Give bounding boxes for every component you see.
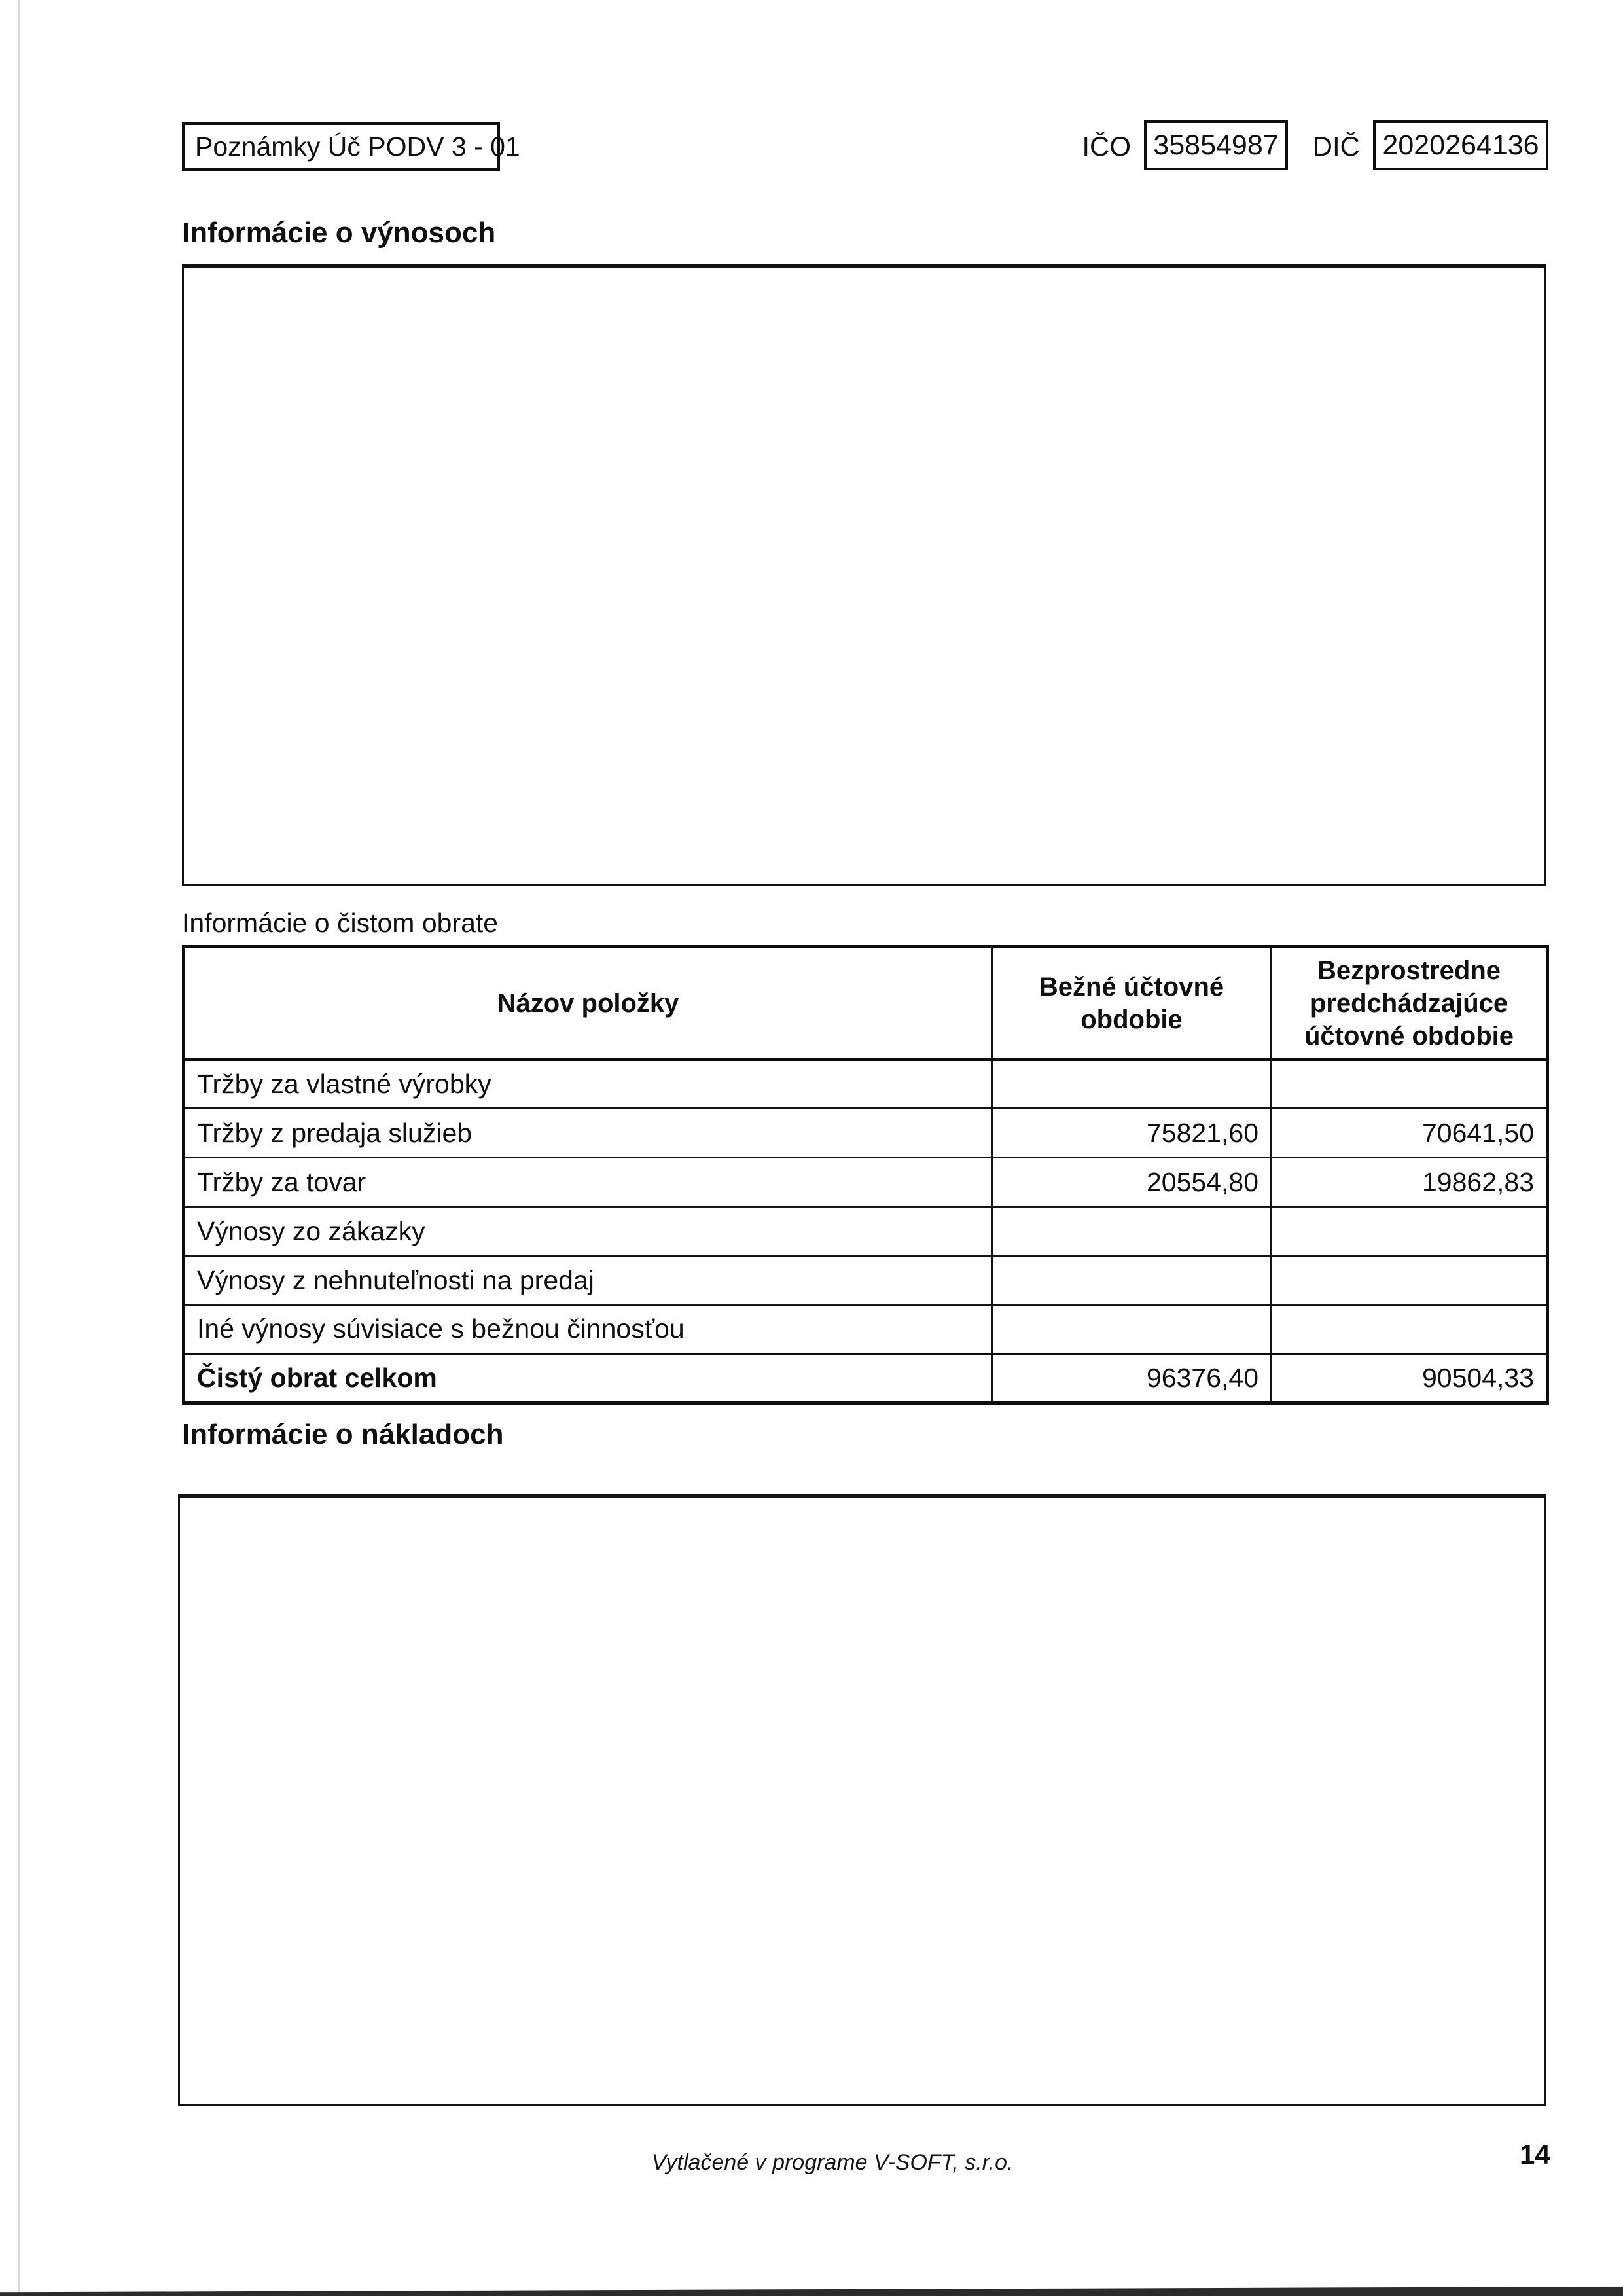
previous-period-cell: 19862,83 — [1272, 1158, 1548, 1207]
current-period-cell: 20554,80 — [992, 1158, 1272, 1207]
ico-label: IČO — [1082, 131, 1131, 162]
item-name-cell: Tržby za tovar — [184, 1158, 992, 1207]
dic-value: 2020264136 — [1382, 129, 1539, 161]
page-number: 14 — [1520, 2139, 1550, 2170]
ico-value: 35854987 — [1153, 129, 1279, 161]
current-period-cell — [992, 1207, 1272, 1256]
item-name-cell: Tržby za vlastné výrobky — [184, 1060, 992, 1109]
previous-period-cell: 90504,33 — [1272, 1354, 1548, 1403]
current-period-cell — [992, 1305, 1272, 1354]
table-row — [184, 1305, 1548, 1354]
item-name-cell: Tržby z predaja služieb — [184, 1109, 992, 1158]
costs-note-box — [178, 1494, 1546, 2106]
ico-value-box — [1144, 120, 1288, 170]
item-name-cell: Výnosy z nehnuteľnosti na predaj — [184, 1256, 992, 1305]
previous-period-cell — [1272, 1305, 1548, 1354]
current-period-cell — [992, 1060, 1272, 1109]
section-title-costs: Informácie o nákladoch — [182, 1418, 504, 1450]
form-id-label: Poznámky Úč PODV 3 - 01 — [195, 131, 520, 162]
previous-period-cell: 70641,50 — [1272, 1109, 1548, 1158]
table-row — [184, 1256, 1548, 1305]
column-header-current-period: Bežné účtovné obdobie — [992, 947, 1272, 1060]
form-id-box — [182, 122, 520, 171]
current-period-cell: 75821,60 — [992, 1109, 1272, 1158]
table-header-row — [184, 947, 1548, 1060]
item-name-cell: Iné výnosy súvisiace s bežnou činnosťou — [184, 1305, 992, 1354]
net-turnover-table — [182, 945, 1546, 1405]
table-row — [184, 1060, 1548, 1109]
current-period-cell: 96376,40 — [992, 1354, 1272, 1403]
revenues-note-box — [182, 264, 1546, 886]
scan-edge-artifact — [0, 2286, 1623, 2296]
table-row-total — [184, 1354, 1548, 1403]
previous-period-cell — [1272, 1060, 1548, 1109]
item-name-cell: Čistý obrat celkom — [184, 1354, 992, 1403]
column-header-previous-period: Bezprostredne predchádzajúce účtovné obdobie — [1272, 947, 1548, 1060]
table-row — [184, 1158, 1548, 1207]
section-title-revenues: Informácie o výnosoch — [182, 217, 496, 249]
previous-period-cell — [1272, 1207, 1548, 1256]
section-title-net-turnover: Informácie o čistom obrate — [182, 908, 499, 938]
item-name-cell: Výnosy zo zákazky — [184, 1207, 992, 1256]
printed-by-note: Vytlačené v programe V-SOFT, s.r.o. — [651, 2150, 1014, 2175]
dic-value-box — [1373, 120, 1548, 170]
column-header-item-name: Názov položky — [184, 947, 992, 1060]
table-row — [184, 1109, 1548, 1158]
table-row — [184, 1207, 1548, 1256]
dic-label: DIČ — [1312, 131, 1360, 162]
current-period-cell — [992, 1256, 1272, 1305]
previous-period-cell — [1272, 1256, 1548, 1305]
scan-fold-line — [18, 0, 20, 2296]
